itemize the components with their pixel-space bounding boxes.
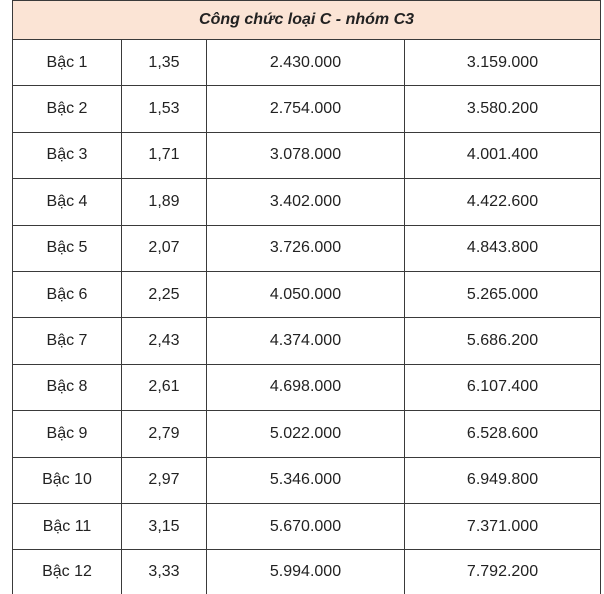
grade-cell: Bậc 6 bbox=[13, 271, 122, 317]
table-row bbox=[13, 364, 601, 410]
table-row bbox=[13, 457, 601, 503]
coefficient-cell: 2,97 bbox=[122, 457, 207, 503]
salary-old-cell: 5.346.000 bbox=[207, 457, 405, 503]
table-title-row bbox=[13, 1, 601, 40]
table-row bbox=[13, 318, 601, 364]
salary-old-cell: 3.726.000 bbox=[207, 225, 405, 271]
salary-new-cell: 3.159.000 bbox=[405, 40, 601, 86]
coefficient-cell: 1,53 bbox=[122, 86, 207, 132]
table-title: Công chức loại C - nhóm C3 bbox=[13, 1, 601, 40]
table-row bbox=[13, 132, 601, 178]
salary-new-cell: 6.107.400 bbox=[405, 364, 601, 410]
grade-cell: Bậc 9 bbox=[13, 411, 122, 457]
salary-old-cell: 5.022.000 bbox=[207, 411, 405, 457]
table-row bbox=[13, 271, 601, 317]
coefficient-cell: 2,07 bbox=[122, 225, 207, 271]
salary-old-cell: 4.698.000 bbox=[207, 364, 405, 410]
salary-old-cell: 5.670.000 bbox=[207, 503, 405, 549]
salary-new-cell: 7.792.200 bbox=[405, 550, 601, 594]
table-row bbox=[13, 86, 601, 132]
grade-cell: Bậc 1 bbox=[13, 40, 122, 86]
salary-old-cell: 4.374.000 bbox=[207, 318, 405, 364]
salary-new-cell: 7.371.000 bbox=[405, 503, 601, 549]
salary-new-cell: 3.580.200 bbox=[405, 86, 601, 132]
grade-cell: Bậc 4 bbox=[13, 179, 122, 225]
salary-old-cell: 3.402.000 bbox=[207, 179, 405, 225]
table-row bbox=[13, 225, 601, 271]
table-row bbox=[13, 550, 601, 594]
table-row bbox=[13, 411, 601, 457]
coefficient-cell: 2,43 bbox=[122, 318, 207, 364]
grade-cell: Bậc 5 bbox=[13, 225, 122, 271]
salary-table bbox=[12, 0, 601, 594]
coefficient-cell: 2,61 bbox=[122, 364, 207, 410]
grade-cell: Bậc 8 bbox=[13, 364, 122, 410]
coefficient-cell: 2,25 bbox=[122, 271, 207, 317]
table-row bbox=[13, 179, 601, 225]
grade-cell: Bậc 2 bbox=[13, 86, 122, 132]
salary-new-cell: 4.001.400 bbox=[405, 132, 601, 178]
salary-old-cell: 4.050.000 bbox=[207, 271, 405, 317]
salary-table-body bbox=[13, 1, 601, 594]
salary-old-cell: 2.754.000 bbox=[207, 86, 405, 132]
coefficient-cell: 2,79 bbox=[122, 411, 207, 457]
coefficient-cell: 1,71 bbox=[122, 132, 207, 178]
salary-new-cell: 5.265.000 bbox=[405, 271, 601, 317]
salary-old-cell: 3.078.000 bbox=[207, 132, 405, 178]
salary-old-cell: 2.430.000 bbox=[207, 40, 405, 86]
coefficient-cell: 1,35 bbox=[122, 40, 207, 86]
salary-new-cell: 4.843.800 bbox=[405, 225, 601, 271]
coefficient-cell: 3,33 bbox=[122, 550, 207, 594]
grade-cell: Bậc 11 bbox=[13, 503, 122, 549]
grade-cell: Bậc 10 bbox=[13, 457, 122, 503]
salary-old-cell: 5.994.000 bbox=[207, 550, 405, 594]
grade-cell: Bậc 3 bbox=[13, 132, 122, 178]
grade-cell: Bậc 7 bbox=[13, 318, 122, 364]
table-row bbox=[13, 503, 601, 549]
salary-new-cell: 5.686.200 bbox=[405, 318, 601, 364]
salary-new-cell: 6.949.800 bbox=[405, 457, 601, 503]
coefficient-cell: 1,89 bbox=[122, 179, 207, 225]
salary-new-cell: 6.528.600 bbox=[405, 411, 601, 457]
salary-new-cell: 4.422.600 bbox=[405, 179, 601, 225]
coefficient-cell: 3,15 bbox=[122, 503, 207, 549]
table-row bbox=[13, 40, 601, 86]
grade-cell: Bậc 12 bbox=[13, 550, 122, 594]
